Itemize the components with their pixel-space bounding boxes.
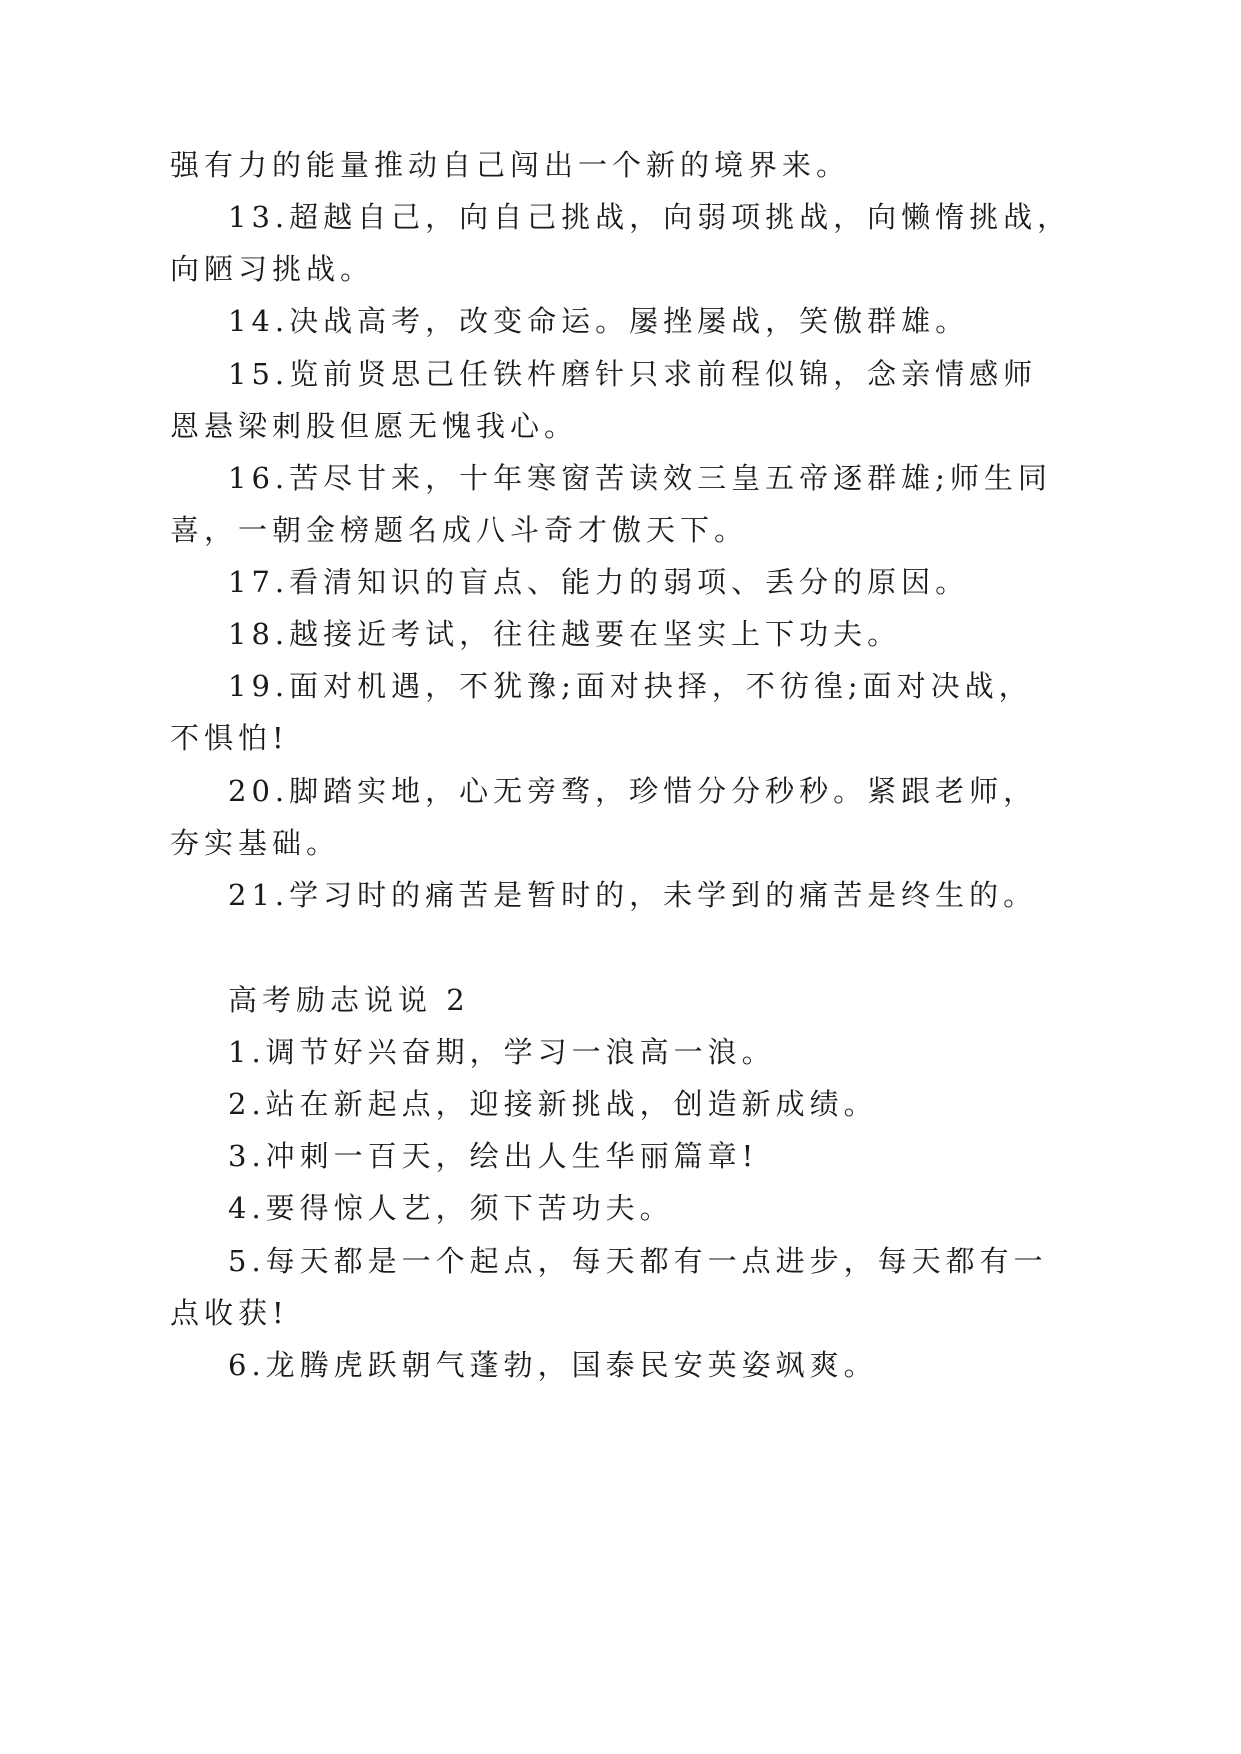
list-item-13-line2: 向陋习挑战。: [170, 252, 375, 286]
list-item-2: 2.站在新起点，迎接新挑战，创造新成绩。: [228, 1087, 878, 1121]
list-item-20-line1: 20.脚踏实地，心无旁骛，珍惜分分秒秒。紧跟老师，: [228, 774, 1038, 808]
section-heading: 高考励志说说 2: [228, 983, 470, 1017]
paragraph-continuation: 强有力的能量推动自己闯出一个新的境界来。: [170, 148, 851, 182]
list-item-5-line2: 点收获!: [170, 1296, 289, 1330]
list-item-4: 4.要得惊人艺，须下苦功夫。: [228, 1191, 674, 1225]
list-item-19-line1: 19.面对机遇，不犹豫;面对抉择，不彷徨;面对决战，: [228, 669, 1033, 703]
list-item-1: 1.调节好兴奋期，学习一浪高一浪。: [228, 1035, 776, 1069]
list-item-15-line2: 恩悬梁刺股但愿无愧我心。: [170, 409, 579, 443]
list-item-21: 21.学习时的痛苦是暂时的，未学到的痛苦是终生的。: [228, 878, 1038, 912]
list-item-16-line1: 16.苦尽甘来，十年寒窗苦读效三皇五帝逐群雄;师生同: [228, 461, 1052, 495]
list-item-15-line1: 15.览前贤思己任铁杵磨针只求前程似锦，念亲情感师: [228, 357, 1038, 391]
list-item-17: 17.看清知识的盲点、能力的弱项、丢分的原因。: [228, 565, 970, 599]
list-item-14: 14.决战高考，改变命运。屡挫屡战，笑傲群雄。: [228, 304, 970, 338]
list-item-16-line2: 喜，一朝金榜题名成八斗奇才傲天下。: [170, 513, 749, 547]
list-item-3: 3.冲刺一百天，绘出人生华丽篇章!: [228, 1139, 759, 1173]
list-item-6: 6.龙腾虎跃朝气蓬勃，国泰民安英姿飒爽。: [228, 1348, 878, 1382]
list-item-13-line1: 13.超越自己，向自己挑战，向弱项挑战，向懒惰挑战，: [228, 200, 1072, 234]
list-item-19-line2: 不惧怕!: [170, 721, 289, 755]
list-item-18: 18.越接近考试，往往越要在坚实上下功夫。: [228, 617, 902, 651]
list-item-5-line1: 5.每天都是一个起点，每天都有一点进步，每天都有一: [228, 1244, 1048, 1278]
list-item-20-line2: 夯实基础。: [170, 826, 341, 860]
